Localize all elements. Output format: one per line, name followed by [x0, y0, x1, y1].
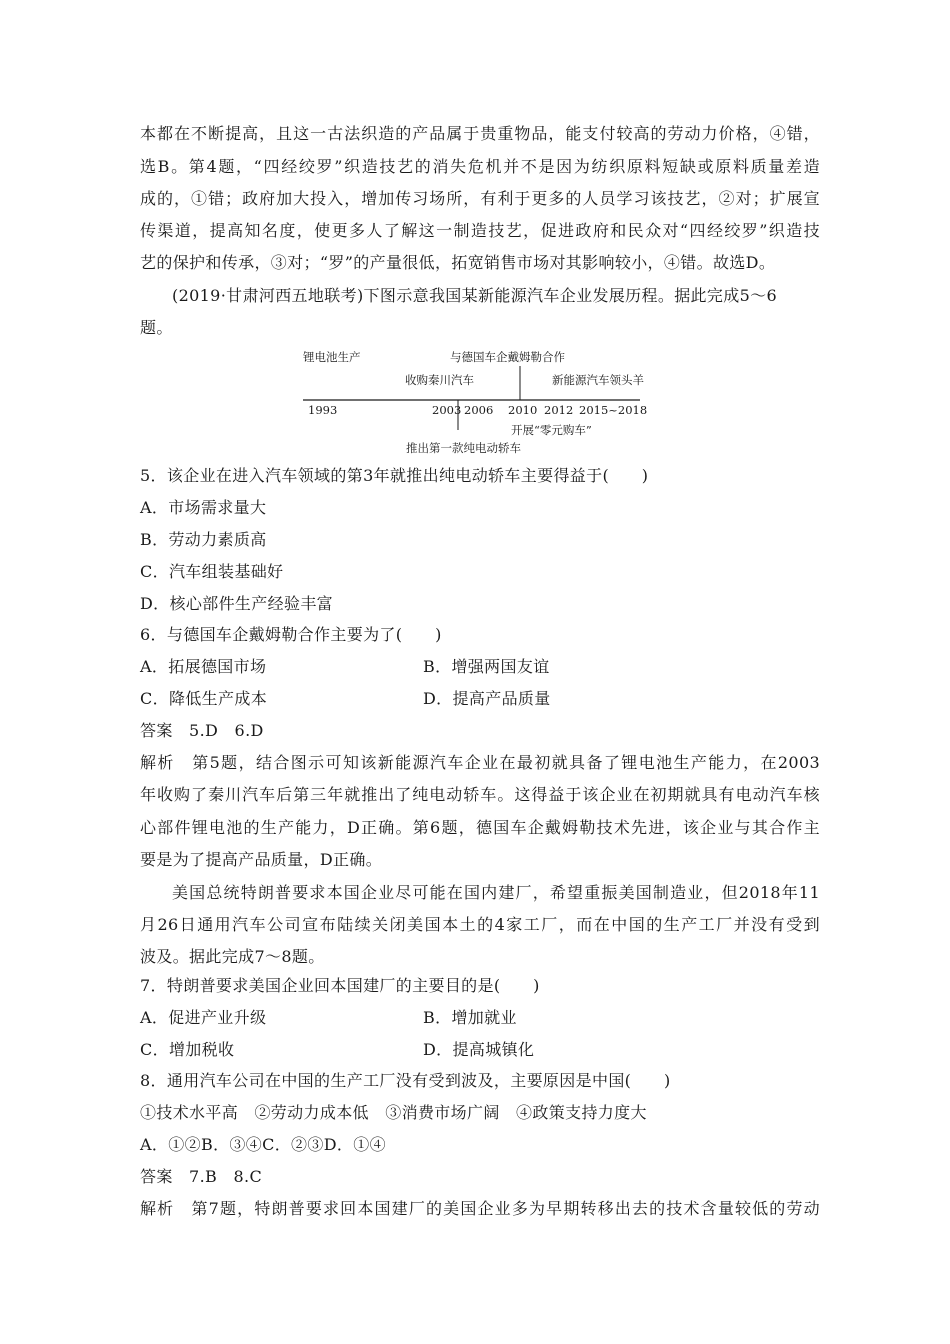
question-8-items: ①技术水平高 ②劳动力成本低 ③消费市场广阔 ④政策支持力度大: [140, 1103, 647, 1122]
analysis-line: 年收购了秦川汽车后第三年就推出了纯电动轿车。这得益于该企业在初期就具有电动汽车核: [140, 785, 820, 804]
event-1993-label: 锂电池生产: [303, 350, 361, 364]
question-5-option-d: D．核心部件生产经验丰富: [140, 594, 334, 613]
question-6-options-row-2: [140, 689, 820, 709]
question-5-option-c: C．汽车组装基础好: [140, 562, 284, 581]
question-6-options-row-1: [140, 657, 820, 677]
event-2006-label: 推出第一款纯电动轿车: [406, 441, 521, 455]
event-2003-label: 收购秦川汽车: [405, 373, 474, 387]
paragraph-line: 选B。第4题，“四经绞罗”织造技艺的消失危机并不是因为纺织原料短缺或原料质量差造: [140, 157, 820, 176]
year-2003: 2003: [432, 403, 462, 417]
question-intro: 美国总统特朗普要求本国企业尽可能在国内建厂，希望重振美国制造业，但2018年11: [172, 883, 820, 902]
event-2010-label: 与德国车企戴姆勒合作: [450, 350, 565, 364]
question-8-stem: 8．通用汽车公司在中国的生产工厂没有受到波及，主要原因是中国( ): [140, 1071, 671, 1090]
answer-7-8: 答案 7.B 8.C: [140, 1167, 263, 1186]
answer-5-6: 答案 5.D 6.D: [140, 721, 264, 740]
question-7-option-c: C．增加税收: [140, 1040, 235, 1059]
paragraph-line: 成的，①错；政府加大投入，增加传习场所，有利于更多的人员学习该技艺，②对；扩展宣: [140, 189, 820, 208]
question-intro: 月26日通用汽车公司宣布陆续关闭美国本土的4家工厂，而在中国的生产工厂并没有受到: [140, 915, 820, 934]
question-intro: (2019·甘肃河西五地联考)下图示意我国某新能源汽车企业发展历程。据此完成5～6: [172, 286, 777, 305]
timeline-diagram: [290, 344, 660, 462]
analysis-line: 要是为了提高产品质量，D正确。: [140, 850, 383, 869]
event-2012-label: 开展“零元购车”: [511, 423, 592, 437]
analysis-line: 解析 第5题，结合图示可知该新能源汽车企业在最初就具备了锂电池生产能力，在2003: [140, 753, 820, 772]
question-5-option-b: B．劳动力素质高: [140, 530, 267, 549]
question-7-option-d: D．提高城镇化: [423, 1040, 535, 1059]
timeline-svg: [290, 344, 660, 462]
year-2010: 2010: [508, 403, 538, 417]
question-7-option-a: A．促进产业升级: [140, 1008, 267, 1027]
analysis-line: 心部件锂电池的生产能力，D正确。第6题，德国车企戴姆勒技术先进，该企业与其合作主: [140, 818, 820, 837]
question-7-options-row-1: [140, 1008, 820, 1028]
question-7-options-row-2: [140, 1040, 820, 1060]
analysis-line: 解析 第7题，特朗普要求回本国建厂的美国企业多为早期转移出去的技术含量较低的劳动: [140, 1199, 820, 1218]
paragraph-line: 艺的保护和传承，③对；“罗”的产量很低，拓宽销售市场对其影响较小，④错。故选D。: [140, 253, 776, 272]
question-intro: 波及。据此完成7～8题。: [140, 947, 325, 966]
question-intro: 题。: [140, 318, 173, 337]
event-2015-label: 新能源汽车领头羊: [552, 373, 644, 387]
year-2015-2018: 2015~2018: [579, 403, 648, 417]
year-2012: 2012: [544, 403, 574, 417]
year-2006: 2006: [464, 403, 494, 417]
question-8-options: A．①②B．③④C．②③D．①④: [140, 1135, 386, 1154]
year-1993: 1993: [308, 403, 338, 417]
question-5-option-a: A．市场需求量大: [140, 498, 267, 517]
question-6-stem: 6．与德国车企戴姆勒合作主要为了( ): [140, 625, 442, 644]
question-7-stem: 7．特朗普要求美国企业回本国建厂的主要目的是( ): [140, 976, 540, 995]
question-7-option-b: B．增加就业: [423, 1008, 517, 1027]
question-6-option-d: D．提高产品质量: [423, 689, 551, 708]
question-6-option-c: C．降低生产成本: [140, 689, 268, 708]
question-6-option-b: B．增强两国友谊: [423, 657, 550, 676]
question-6-option-a: A．拓展德国市场: [140, 657, 267, 676]
question-5-stem: 5．该企业在进入汽车领域的第3年就推出纯电动轿车主要得益于( ): [140, 466, 649, 485]
paragraph-line: 传渠道，提高知名度，使更多人了解这一制造技艺，促进政府和民众对“四经绞罗”织造技: [140, 221, 820, 240]
paragraph-line: 本都在不断提高，且这一古法织造的产品属于贵重物品，能支付较高的劳动力价格，④错，: [140, 124, 820, 143]
